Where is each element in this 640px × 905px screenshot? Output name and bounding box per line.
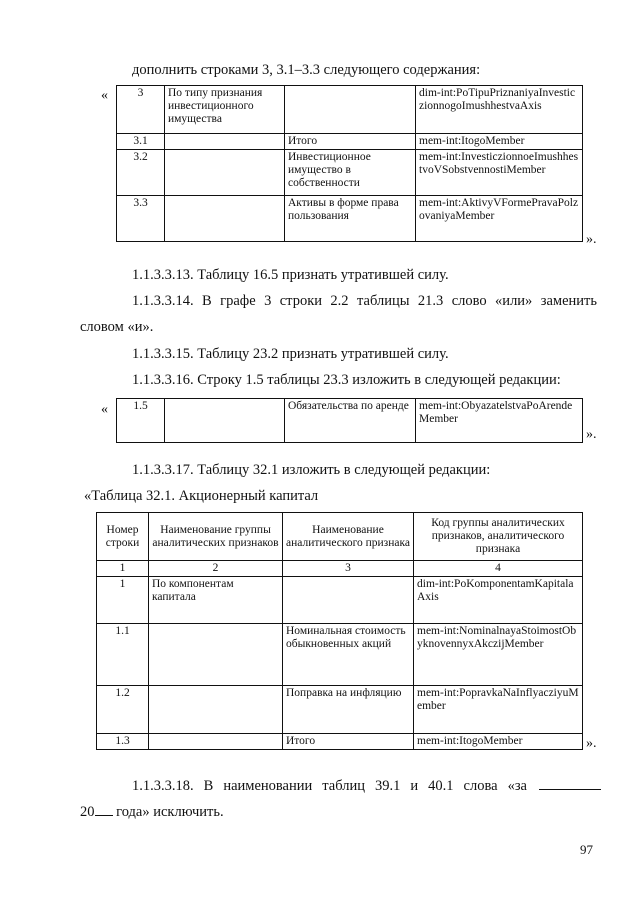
paragraph-1-1-3-3-14-line-1: 1.1.3.3.14. В графе 3 строки 2.2 таблицы 21.3 слово «или» заменить: [132, 293, 597, 309]
paragraph-1-1-3-3-14-line-2: словом «и».: [80, 319, 154, 335]
close-quote: ».: [586, 232, 597, 247]
close-quote: ».: [586, 736, 597, 751]
table-row-cell-3: Номинальная стоимость обыкновенных акций: [283, 624, 414, 686]
table-row-cell-4: dim-int:PoKomponentamKapitalaAxis: [414, 577, 583, 624]
paragraph-1-1-3-3-17: 1.1.3.3.17. Таблицу 32.1 изложить в следующей редакции:: [132, 462, 491, 478]
table-header-row-cell-1: Номер строки: [97, 513, 149, 561]
column-number-row-cell-4: 4: [414, 561, 583, 577]
table-row-cell-1: 3: [117, 86, 165, 134]
table-row-cell-3: [283, 577, 414, 624]
table-row-cell-1: 3.2: [117, 150, 165, 196]
table-row: [117, 399, 583, 443]
table-row: [97, 624, 583, 686]
table-row-cell-4: dim-int:PoTipuPriznaniyaInvesticzionnogoImushhestvaAxis: [416, 86, 583, 134]
table-row: [117, 196, 583, 242]
table-row-cell-1: 3.1: [117, 134, 165, 150]
open-quote: «: [101, 88, 108, 103]
table-row-cell-3: Обязательства по аренде: [285, 399, 416, 443]
paragraph-1-1-3-3-13: 1.1.3.3.13. Таблицу 16.5 признать утратившей силу.: [132, 267, 449, 283]
table-row-cell-3: [285, 86, 416, 134]
intro-line: дополнить строками 3, 3.1–3.3 следующего содержания:: [132, 62, 481, 78]
table-row: [97, 686, 583, 734]
table-row-cell-2: [149, 624, 283, 686]
blank-year-field: [95, 801, 113, 816]
page-number: 97: [580, 842, 593, 857]
paragraph-1-1-3-3-18-line-1: [132, 775, 601, 795]
paragraph-1-1-3-3-18-text: 1.1.3.3.18. В наименовании таблиц 39.1 и 40.1 слова «за: [132, 778, 527, 794]
table-row-cell-2: [149, 686, 283, 734]
table-row-cell-2: [165, 399, 285, 443]
table-row-cell-2: [165, 150, 285, 196]
table-row-cell-1: 1.5: [117, 399, 165, 443]
table-row-cell-3: Активы в форме права пользования: [285, 196, 416, 242]
table-row-cell-2: По компонентам капитала: [149, 577, 283, 624]
year-prefix: 20: [80, 804, 95, 820]
table-row: [97, 734, 583, 750]
table-row-cell-3: Итого: [285, 134, 416, 150]
table-row-cell-2: [165, 196, 285, 242]
table-32-1: [96, 512, 583, 750]
blank-field: [539, 775, 601, 790]
table-header-row: [97, 513, 583, 561]
close-quote: ».: [586, 427, 597, 442]
table-row-cell-4: mem-int:ItogoMember: [416, 134, 583, 150]
table-row-cell-3: Инвестиционное имущество в собственности: [285, 150, 416, 196]
paragraph-1-1-3-3-18-line-2: [80, 801, 224, 821]
column-number-row-cell-1: 1: [97, 561, 149, 577]
table-row-cell-1: 1.2: [97, 686, 149, 734]
table-row-cell-1: 1: [97, 577, 149, 624]
open-quote: «: [101, 402, 108, 417]
table-header-row-cell-2: Наименование группы аналитических признаков: [149, 513, 283, 561]
table-header-row-cell-3: Наименование аналитического признака: [283, 513, 414, 561]
table-row: [117, 134, 583, 150]
table-row-cell-2: [165, 134, 285, 150]
table-row-cell-4: mem-int:AktivyVFormePravaPolzovaniyaMember: [416, 196, 583, 242]
column-number-row: [97, 561, 583, 577]
table-row-cell-2: [149, 734, 283, 750]
table-row-cell-4: mem-int:NominalnayaStoimostObyknovennyxAkczijMember: [414, 624, 583, 686]
table-row-cell-3: Поправка на инфляцию: [283, 686, 414, 734]
paragraph-1-1-3-3-15: 1.1.3.3.15. Таблицу 23.2 признать утратившей силу.: [132, 346, 449, 362]
column-number-row-cell-2: 2: [149, 561, 283, 577]
table-row-cell-4: mem-int:InvesticzionnoeImushhestvoVSobstvennostiMember: [416, 150, 583, 196]
paragraph-1-1-3-3-16: 1.1.3.3.16. Строку 1.5 таблицы 23.3 изложить в следующей редакции:: [132, 372, 561, 388]
table-row: [97, 577, 583, 624]
table-title: «Таблица 32.1. Акционерный капитал: [84, 488, 319, 504]
year-suffix: года» исключить.: [112, 804, 224, 820]
table-row: [117, 150, 583, 196]
table-row: [117, 86, 583, 134]
table-row-cell-1: 1.1: [97, 624, 149, 686]
table-row-cell-4: mem-int:ItogoMember: [414, 734, 583, 750]
column-number-row-cell-3: 3: [283, 561, 414, 577]
table-row-cell-1: 1.3: [97, 734, 149, 750]
table-rows-3: [116, 85, 583, 242]
table-row-cell-2: По типу признания инвестиционного имущества: [165, 86, 285, 134]
table-row-cell-1: 3.3: [117, 196, 165, 242]
table-row-1-5: [116, 398, 583, 443]
table-header-row-cell-4: Код группы аналитических признаков, аналитического признака: [414, 513, 583, 561]
table-row-cell-4: mem-int:ObyazatelstvaPoArendeMember: [416, 399, 583, 443]
table-row-cell-4: mem-int:PopravkaNaInflyacziyuMember: [414, 686, 583, 734]
table-row-cell-3: Итого: [283, 734, 414, 750]
